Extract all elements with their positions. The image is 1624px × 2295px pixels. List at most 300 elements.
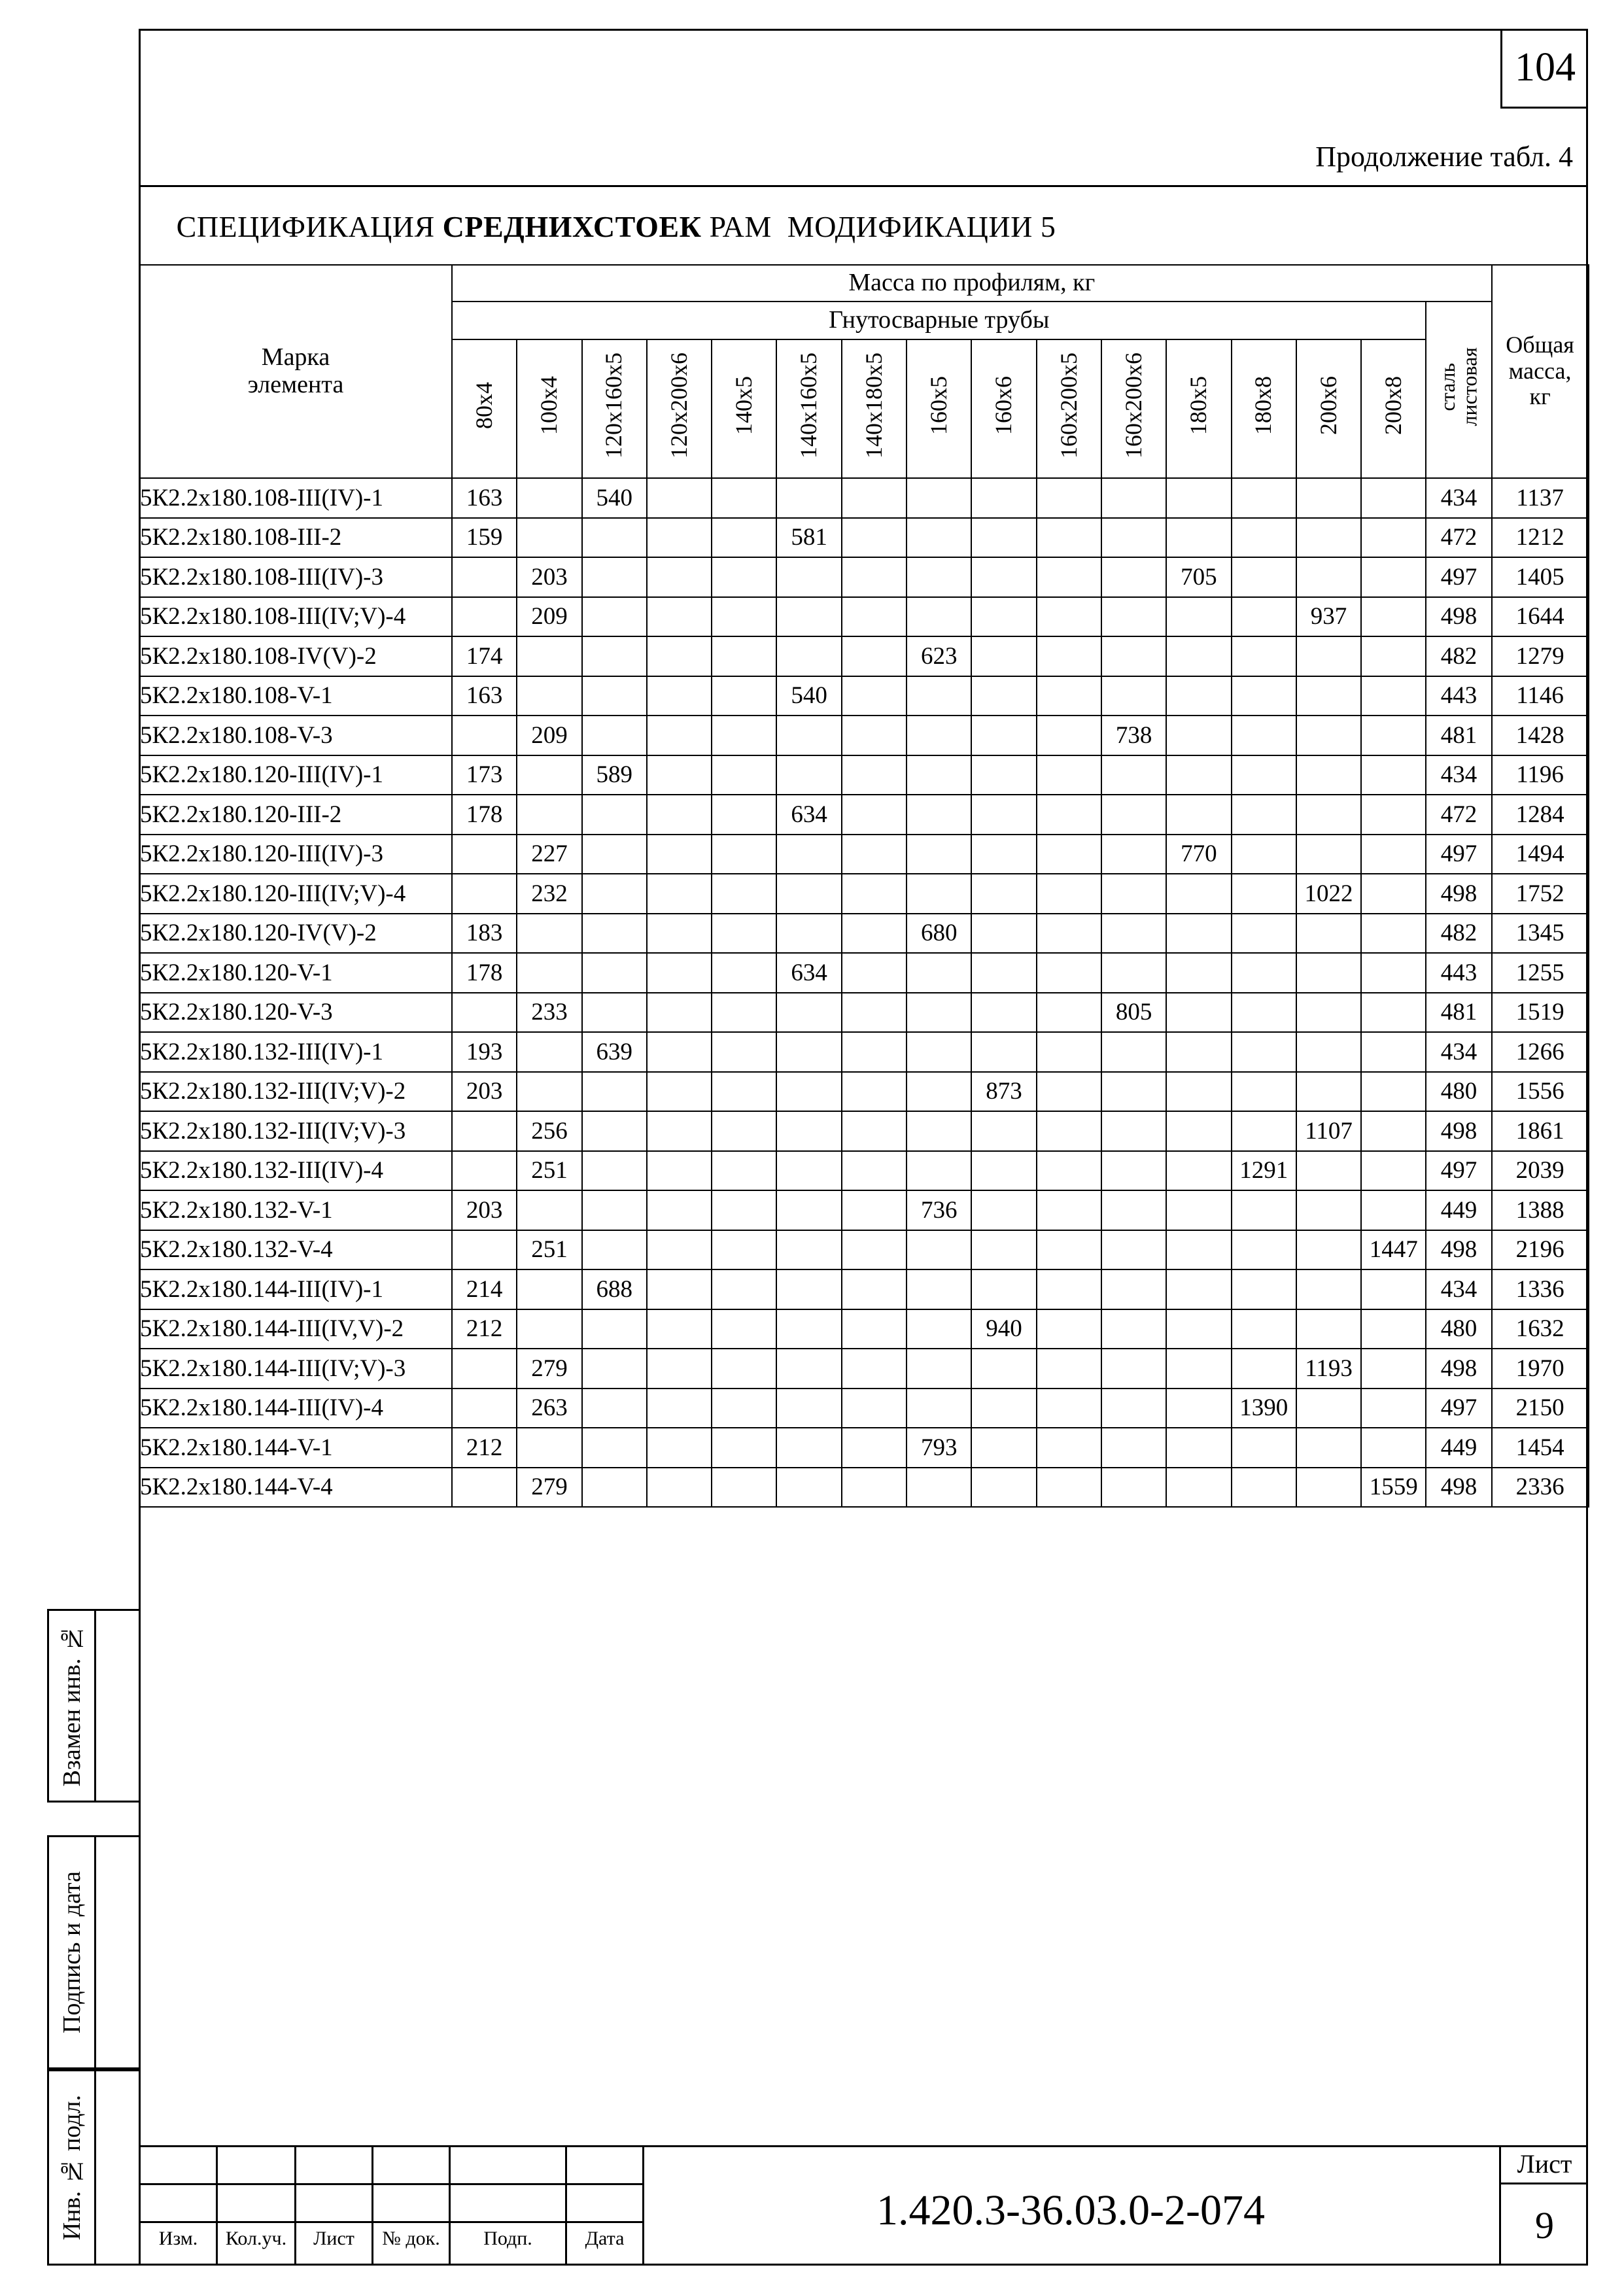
profile-mass-cell	[907, 716, 971, 755]
profile-mass-cell	[1101, 597, 1166, 637]
profile-mass-cell	[1361, 597, 1426, 637]
sheet-steel-cell: 481	[1426, 716, 1491, 755]
total-mass-cell: 1137	[1492, 478, 1589, 518]
sheet-steel-cell: 434	[1426, 1269, 1491, 1309]
profile-mass-cell	[1361, 874, 1426, 914]
profile-mass-cell	[582, 597, 647, 637]
profile-mass-cell	[971, 1032, 1036, 1072]
profile-mass-cell	[582, 1111, 647, 1151]
profile-mass-cell	[647, 597, 712, 637]
profile-mass-cell: 940	[971, 1309, 1036, 1349]
profile-mass-cell: 212	[452, 1309, 517, 1349]
profile-mass-cell	[647, 1151, 712, 1191]
profile-mass-cell: 705	[1166, 557, 1231, 597]
table-row	[139, 1230, 1589, 1270]
element-mark: 5К2.2х180.132-III(IV)-4	[139, 1151, 452, 1191]
sheet-steel-cell: 498	[1426, 597, 1491, 637]
profile-mass-cell	[582, 1151, 647, 1191]
profile-mass-cell	[1296, 1190, 1361, 1230]
profile-mass-cell: 738	[1101, 716, 1166, 755]
sheet-steel-cell: 498	[1426, 1468, 1491, 1508]
profile-mass-cell	[452, 874, 517, 914]
profile-mass-cell	[452, 597, 517, 637]
element-mark: 5К2.2х180.108-III-2	[139, 518, 452, 558]
profile-mass-cell	[1296, 755, 1361, 795]
table-row	[139, 1032, 1589, 1072]
profile-mass-cell	[1037, 716, 1101, 755]
profile-mass-cell	[582, 1072, 647, 1112]
profile-mass-cell	[647, 1190, 712, 1230]
profile-mass-cell	[842, 993, 907, 1033]
table-row	[139, 1309, 1589, 1349]
profile-mass-cell	[842, 874, 907, 914]
table-row	[139, 1389, 1589, 1428]
sheet-label: Лист	[1501, 2145, 1588, 2184]
profile-mass-cell	[776, 1230, 841, 1270]
profile-mass-cell	[582, 1428, 647, 1468]
profile-mass-cell	[1101, 1190, 1166, 1230]
profile-mass-cell	[647, 557, 712, 597]
total-mass-cell: 1861	[1492, 1111, 1589, 1151]
profile-mass-cell	[712, 755, 776, 795]
header-profile: 140х180х5	[842, 339, 907, 478]
profile-mass-cell	[842, 1072, 907, 1112]
profile-mass-cell	[1361, 953, 1426, 993]
header-mass-by-profiles: Масса по профилям, кг	[452, 265, 1492, 302]
profile-mass-cell	[1361, 1389, 1426, 1428]
profile-mass-cell: 178	[452, 795, 517, 835]
profile-mass-cell	[582, 1190, 647, 1230]
profile-mass-cell	[647, 1032, 712, 1072]
profile-mass-cell	[1101, 1269, 1166, 1309]
profile-mass-cell: 178	[452, 953, 517, 993]
profile-mass-cell	[452, 1151, 517, 1191]
profile-mass-cell	[452, 993, 517, 1033]
profile-mass-cell	[1166, 1072, 1231, 1112]
profile-mass-cell: 163	[452, 676, 517, 716]
profile-mass-cell	[517, 1032, 581, 1072]
element-mark: 5К2.2х180.144-V-4	[139, 1468, 452, 1508]
profile-mass-cell	[1037, 1349, 1101, 1389]
element-mark: 5К2.2х180.108-III(IV)-1	[139, 478, 452, 518]
profile-mass-cell	[582, 953, 647, 993]
total-mass-cell: 1494	[1492, 835, 1589, 874]
profile-mass-cell: 1291	[1232, 1151, 1296, 1191]
profile-mass-cell	[517, 1428, 581, 1468]
element-mark: 5К2.2х180.120-III(IV;V)-4	[139, 874, 452, 914]
profile-mass-cell	[1232, 1349, 1296, 1389]
profile-mass-cell	[1232, 914, 1296, 954]
profile-mass-cell	[971, 795, 1036, 835]
side-label-replaced-inv: Взамен инв. №	[58, 1625, 86, 1787]
sheet-steel-cell: 449	[1426, 1428, 1491, 1468]
profile-mass-cell	[712, 1190, 776, 1230]
profile-mass-cell: 1107	[1296, 1111, 1361, 1151]
profile-mass-cell	[1037, 1468, 1101, 1508]
header-profile: 120х200х6	[647, 339, 712, 478]
profile-mass-cell	[582, 1309, 647, 1349]
profile-mass-cell	[452, 557, 517, 597]
total-mass-cell: 1428	[1492, 716, 1589, 755]
profile-mass-cell	[1037, 1032, 1101, 1072]
profile-mass-cell	[1101, 914, 1166, 954]
table-row	[139, 874, 1589, 914]
profile-mass-cell	[582, 716, 647, 755]
element-mark: 5К2.2х180.144-III(IV,V)-2	[139, 1309, 452, 1349]
profile-mass-cell: 1022	[1296, 874, 1361, 914]
profile-mass-cell: 634	[776, 953, 841, 993]
profile-mass-cell	[842, 676, 907, 716]
profile-mass-cell: 159	[452, 518, 517, 558]
profile-mass-cell: 193	[452, 1032, 517, 1072]
profile-mass-cell: 688	[582, 1269, 647, 1309]
profile-mass-cell: 263	[517, 1389, 581, 1428]
profile-mass-cell: 251	[517, 1151, 581, 1191]
profile-mass-cell	[712, 1428, 776, 1468]
table-row	[139, 755, 1589, 795]
profile-mass-cell	[647, 1389, 712, 1428]
profile-mass-cell	[647, 676, 712, 716]
profile-mass-cell	[1101, 518, 1166, 558]
profile-mass-cell	[647, 478, 712, 518]
total-mass-cell: 1212	[1492, 518, 1589, 558]
total-mass-cell: 2039	[1492, 1151, 1589, 1191]
profile-mass-cell	[907, 597, 971, 637]
profile-mass-cell	[582, 1468, 647, 1508]
element-mark: 5К2.2х180.144-V-1	[139, 1428, 452, 1468]
table-row	[139, 518, 1589, 558]
profile-mass-cell	[1296, 953, 1361, 993]
profile-mass-cell	[1101, 676, 1166, 716]
profile-mass-cell	[776, 1032, 841, 1072]
profile-mass-cell: 279	[517, 1349, 581, 1389]
profile-mass-cell	[1232, 1111, 1296, 1151]
continuation-label: Продолжение табл. 4	[1315, 141, 1573, 173]
profile-mass-cell: 209	[517, 716, 581, 755]
profile-mass-cell: 251	[517, 1230, 581, 1270]
stamp-label-doc-no: № док.	[382, 2228, 440, 2249]
total-mass-cell: 1345	[1492, 914, 1589, 954]
profile-mass-cell	[1037, 1269, 1101, 1309]
profile-mass-cell	[842, 1190, 907, 1230]
total-mass-cell: 1632	[1492, 1309, 1589, 1349]
profile-mass-cell	[1037, 1230, 1101, 1270]
table-row	[139, 795, 1589, 835]
total-mass-cell: 1196	[1492, 755, 1589, 795]
profile-mass-cell: 937	[1296, 597, 1361, 637]
profile-mass-cell	[1166, 1190, 1231, 1230]
profile-mass-cell	[517, 518, 581, 558]
profile-mass-cell	[907, 1151, 971, 1191]
profile-mass-cell	[776, 478, 841, 518]
header-sheet-steel: сталь листовая	[1426, 302, 1491, 478]
profile-mass-cell	[1101, 874, 1166, 914]
profile-mass-cell	[1232, 478, 1296, 518]
element-mark: 5К2.2х180.144-III(IV)-1	[139, 1269, 452, 1309]
profile-mass-cell	[1037, 755, 1101, 795]
profile-mass-cell	[712, 914, 776, 954]
profile-mass-cell	[647, 1230, 712, 1270]
profile-mass-cell	[1296, 993, 1361, 1033]
profile-mass-cell	[1361, 518, 1426, 558]
header-profile: 200х6	[1296, 339, 1361, 478]
profile-mass-cell	[582, 993, 647, 1033]
profile-mass-cell	[1166, 676, 1231, 716]
profile-mass-cell	[1101, 1032, 1166, 1072]
profile-mass-cell	[1361, 835, 1426, 874]
sheet-steel-cell: 449	[1426, 1190, 1491, 1230]
profile-mass-cell	[517, 795, 581, 835]
profile-mass-cell: 639	[582, 1032, 647, 1072]
element-mark: 5К2.2х180.144-III(IV)-4	[139, 1389, 452, 1428]
profile-mass-cell	[712, 557, 776, 597]
profile-mass-cell	[712, 1349, 776, 1389]
profile-mass-cell	[712, 478, 776, 518]
profile-mass-cell	[776, 1389, 841, 1428]
profile-mass-cell	[647, 835, 712, 874]
profile-mass-cell	[1296, 1230, 1361, 1270]
profile-mass-cell	[1361, 1428, 1426, 1468]
profile-mass-cell	[1166, 914, 1231, 954]
profile-mass-cell	[971, 557, 1036, 597]
profile-mass-cell	[907, 1468, 971, 1508]
profile-mass-cell	[582, 676, 647, 716]
profile-mass-cell	[971, 755, 1036, 795]
sheet-number: 9	[1535, 2203, 1554, 2247]
stamp-label-sheet: Лист	[313, 2228, 354, 2249]
profile-mass-cell	[1101, 1111, 1166, 1151]
element-mark: 5К2.2х180.120-IV(V)-2	[139, 914, 452, 954]
profile-mass-cell	[1037, 636, 1101, 676]
element-mark: 5К2.2х180.108-III(IV;V)-4	[139, 597, 452, 637]
profile-mass-cell	[776, 914, 841, 954]
profile-mass-cell	[907, 1349, 971, 1389]
profile-mass-cell: 203	[452, 1190, 517, 1230]
header-profile: 160х200х5	[1037, 339, 1101, 478]
profile-mass-cell	[1037, 597, 1101, 637]
profile-mass-cell: 163	[452, 478, 517, 518]
profile-mass-cell	[517, 1269, 581, 1309]
profile-mass-cell	[1037, 518, 1101, 558]
profile-mass-cell	[1166, 518, 1231, 558]
profile-mass-cell	[647, 1349, 712, 1389]
profile-mass-cell	[1296, 1428, 1361, 1468]
profile-mass-cell	[712, 1389, 776, 1428]
profile-mass-cell	[1037, 835, 1101, 874]
profile-mass-cell	[712, 636, 776, 676]
element-mark: 5К2.2х180.108-V-3	[139, 716, 452, 755]
stamp-label-qty: Кол.уч.	[225, 2228, 287, 2249]
profile-mass-cell	[1296, 518, 1361, 558]
profile-mass-cell	[1166, 953, 1231, 993]
profile-mass-cell	[842, 914, 907, 954]
profile-mass-cell	[1101, 795, 1166, 835]
profile-mass-cell	[1296, 1309, 1361, 1349]
profile-mass-cell	[1166, 1230, 1231, 1270]
element-mark: 5К2.2х180.132-III(IV)-1	[139, 1032, 452, 1072]
stamp-label-date: Дата	[585, 2228, 625, 2249]
profile-mass-cell	[971, 636, 1036, 676]
profile-mass-cell	[1037, 795, 1101, 835]
table-row	[139, 1269, 1589, 1309]
profile-mass-cell	[842, 518, 907, 558]
profile-mass-cell	[1101, 478, 1166, 518]
profile-mass-cell	[907, 755, 971, 795]
profile-mass-cell: 203	[452, 1072, 517, 1112]
profile-mass-cell: 233	[517, 993, 581, 1033]
table-row	[139, 914, 1589, 954]
profile-mass-cell	[776, 1309, 841, 1349]
profile-mass-cell	[1166, 755, 1231, 795]
profile-mass-cell	[1361, 914, 1426, 954]
profile-mass-cell	[1232, 557, 1296, 597]
profile-mass-cell	[647, 1269, 712, 1309]
profile-mass-cell	[1296, 1389, 1361, 1428]
element-mark: 5К2.2х180.120-III(IV)-1	[139, 755, 452, 795]
profile-mass-cell	[971, 953, 1036, 993]
profile-mass-cell: 212	[452, 1428, 517, 1468]
profile-mass-cell	[776, 874, 841, 914]
profile-mass-cell	[517, 755, 581, 795]
profile-mass-cell	[712, 835, 776, 874]
profile-mass-cell	[647, 1468, 712, 1508]
profile-mass-cell	[712, 1072, 776, 1112]
sheet-steel-cell: 434	[1426, 478, 1491, 518]
profile-mass-cell	[452, 1389, 517, 1428]
profile-mass-cell	[971, 1151, 1036, 1191]
side-label-signature-date: Подпись и дата	[58, 1871, 86, 2034]
profile-mass-cell	[971, 1230, 1036, 1270]
profile-mass-cell	[971, 835, 1036, 874]
profile-mass-cell	[1361, 1111, 1426, 1151]
profile-mass-cell	[776, 755, 841, 795]
profile-mass-cell	[1232, 993, 1296, 1033]
profile-mass-cell: 279	[517, 1468, 581, 1508]
table-row	[139, 1151, 1589, 1191]
profile-mass-cell	[712, 1468, 776, 1508]
profile-mass-cell	[971, 676, 1036, 716]
profile-mass-cell	[971, 1190, 1036, 1230]
profile-mass-cell	[1232, 953, 1296, 993]
profile-mass-cell	[1232, 1428, 1296, 1468]
profile-mass-cell	[1361, 1072, 1426, 1112]
profile-mass-cell	[776, 597, 841, 637]
profile-mass-cell: 736	[907, 1190, 971, 1230]
profile-mass-cell	[776, 716, 841, 755]
profile-mass-cell	[907, 1111, 971, 1151]
element-mark: 5К2.2х180.132-III(IV;V)-3	[139, 1111, 452, 1151]
profile-mass-cell	[1232, 1468, 1296, 1508]
profile-mass-cell	[452, 1349, 517, 1389]
profile-mass-cell: 173	[452, 755, 517, 795]
profile-mass-cell	[842, 1468, 907, 1508]
stamp-top-rule	[139, 2145, 1588, 2147]
profile-mass-cell	[842, 1111, 907, 1151]
profile-mass-cell	[1037, 914, 1101, 954]
profile-mass-cell	[1232, 1230, 1296, 1270]
table-row	[139, 1111, 1589, 1151]
profile-mass-cell	[971, 1269, 1036, 1309]
profile-mass-cell	[1166, 1111, 1231, 1151]
side-block-replaced-inv	[47, 1609, 139, 1803]
header-profile: 140х160х5	[776, 339, 841, 478]
profile-mass-cell	[1232, 636, 1296, 676]
table-row	[139, 953, 1589, 993]
element-mark: 5К2.2х180.108-IV(V)-2	[139, 636, 452, 676]
profile-mass-cell	[1166, 597, 1231, 637]
profile-mass-cell	[907, 676, 971, 716]
table-row	[139, 597, 1589, 637]
profile-mass-cell	[712, 1269, 776, 1309]
profile-mass-cell	[647, 953, 712, 993]
profile-mass-cell	[1361, 636, 1426, 676]
sheet-steel-cell: 498	[1426, 1349, 1491, 1389]
profile-mass-cell: 209	[517, 597, 581, 637]
total-mass-cell: 1752	[1492, 874, 1589, 914]
profile-mass-cell: 203	[517, 557, 581, 597]
profile-mass-cell	[971, 914, 1036, 954]
profile-mass-cell	[1361, 557, 1426, 597]
profile-mass-cell	[1037, 1428, 1101, 1468]
total-mass-cell: 1405	[1492, 557, 1589, 597]
profile-mass-cell	[842, 1032, 907, 1072]
profile-mass-cell	[1296, 557, 1361, 597]
profile-mass-cell	[452, 835, 517, 874]
sheet-steel-cell: 497	[1426, 557, 1491, 597]
total-mass-cell: 1255	[1492, 953, 1589, 993]
profile-mass-cell	[907, 1230, 971, 1270]
profile-mass-cell	[1232, 597, 1296, 637]
header-profile: 160х6	[971, 339, 1036, 478]
profile-mass-cell	[647, 1428, 712, 1468]
profile-mass-cell	[712, 1151, 776, 1191]
specification-table	[139, 264, 1589, 1508]
profile-mass-cell	[517, 636, 581, 676]
total-mass-cell: 1146	[1492, 676, 1589, 716]
profile-mass-cell	[907, 1032, 971, 1072]
profile-mass-cell: 540	[776, 676, 841, 716]
table-row	[139, 1349, 1589, 1389]
profile-mass-cell	[1232, 716, 1296, 755]
profile-mass-cell	[842, 755, 907, 795]
profile-mass-cell	[1101, 636, 1166, 676]
total-mass-cell: 2196	[1492, 1230, 1589, 1270]
profile-mass-cell: 634	[776, 795, 841, 835]
profile-mass-cell	[1101, 755, 1166, 795]
profile-mass-cell	[907, 557, 971, 597]
profile-mass-cell	[776, 557, 841, 597]
title-bold: СРЕДНИХСТОЕК	[442, 209, 702, 243]
profile-mass-cell	[842, 557, 907, 597]
profile-mass-cell	[582, 835, 647, 874]
profile-mass-cell	[1037, 1072, 1101, 1112]
profile-mass-cell	[517, 953, 581, 993]
profile-mass-cell	[1361, 1309, 1426, 1349]
side-label-inv-original: Инв. № подл.	[58, 2094, 86, 2241]
profile-mass-cell	[1166, 1468, 1231, 1508]
sheet-box	[1499, 2145, 1588, 2266]
sheet-steel-cell: 497	[1426, 1151, 1491, 1191]
table-row	[139, 1428, 1589, 1468]
profile-mass-cell	[582, 636, 647, 676]
profile-mass-cell	[1166, 1428, 1231, 1468]
profile-mass-cell	[842, 1389, 907, 1428]
profile-mass-cell	[1037, 874, 1101, 914]
profile-mass-cell	[1296, 1072, 1361, 1112]
profile-mass-cell	[647, 518, 712, 558]
profile-mass-cell	[971, 874, 1036, 914]
profile-mass-cell	[1232, 795, 1296, 835]
